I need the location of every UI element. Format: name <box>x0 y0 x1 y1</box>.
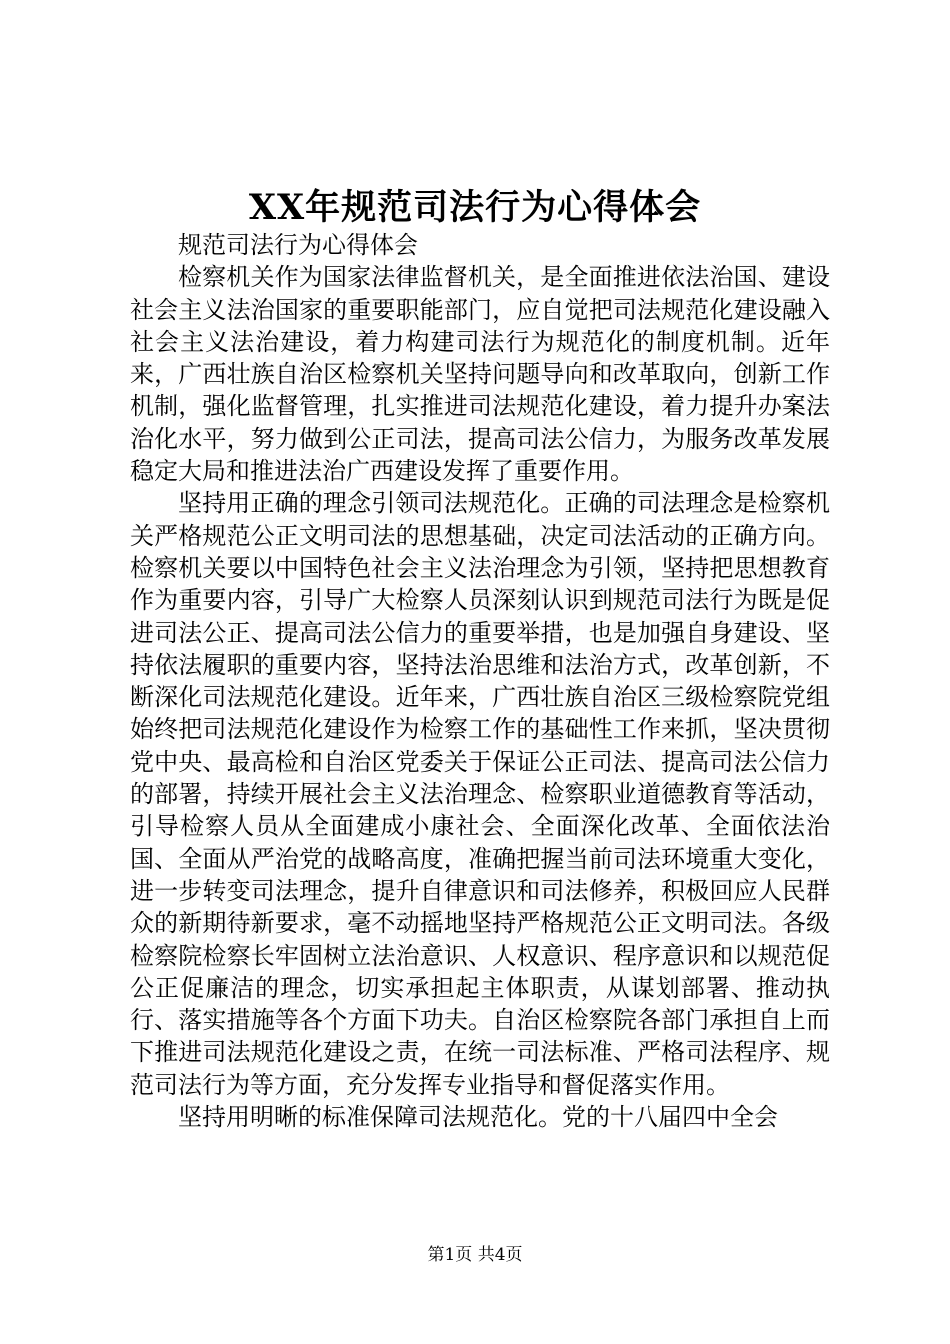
body-paragraph: 坚持用正确的理念引领司法规范化。正确的司法理念是检察机关严格规范公正文明司法的思想基础，决定司法活动的正确方向。检察机关要以中国特色社会主义法治理念为引领，坚持把思想教育作为重要内容，引导广大检察人员深刻认识到规范司法行为既是促进司法公正、提高司法公信力的重要举措，也是加强自身建设、坚持依法履职的重要内容，坚持法治思维和法治方式，改革创新，不断深化司法规范化建设。近年来，广西壮族自治区三级检察院党组始终把司法规范化建设作为检察工作的基础性工作来抓，坚决贯彻党中央、最高检和自治区党委关于保证公正司法、提高司法公信力的部署，持续开展社会主义法治理念、检察职业道德教育等活动，引导检察人员从全面建成小康社会、全面深化改革、全面依法治国、全面从严治党的战略高度，准确把握当前司法环境重大变化，进一步转变司法理念，提升自律意识和司法修养，积极回应人民群众的新期待新要求，毫不动摇地坚持严格规范公正文明司法。各级检察院检察长牢固树立法治意识、人权意识、程序意识和以规范促公正促廉洁的理念，切实承担起主体职责，从谋划部署、推动执行、落实措施等各个方面下功夫。自治区检察院各部门承担自上而下推进司法规范化建设之责，在统一司法标准、严格司法程序、规范司法行为等方面，充分发挥专业指导和督促落实作用。 <box>130 489 830 1099</box>
document-body <box>130 229 830 1133</box>
body-paragraph: 检察机关作为国家法律监督机关，是全面推进依法治国、建设社会主义法治国家的重要职能部门，应自觉把司法规范化建设融入社会主义法治建设，着力构建司法行为规范化的制度机制。近年来，广西壮族自治区检察机关坚持问题导向和改革取向，创新工作机制，强化监督管理，扎实推进司法规范化建设，着力提升办案法治化水平，努力做到公正司法，提高司法公信力，为服务改革发展稳定大局和推进法治广西建设发挥了重要作用。 <box>130 263 830 486</box>
subtitle-paragraph: 规范司法行为心得体会 <box>178 231 418 259</box>
document-title: XX年规范司法行为心得体会 <box>248 187 702 228</box>
body-paragraph: 坚持用明晰的标准保障司法规范化。党的十八届四中全会 <box>178 1103 778 1132</box>
page-footer: 第1页 共4页 <box>427 1245 523 1265</box>
